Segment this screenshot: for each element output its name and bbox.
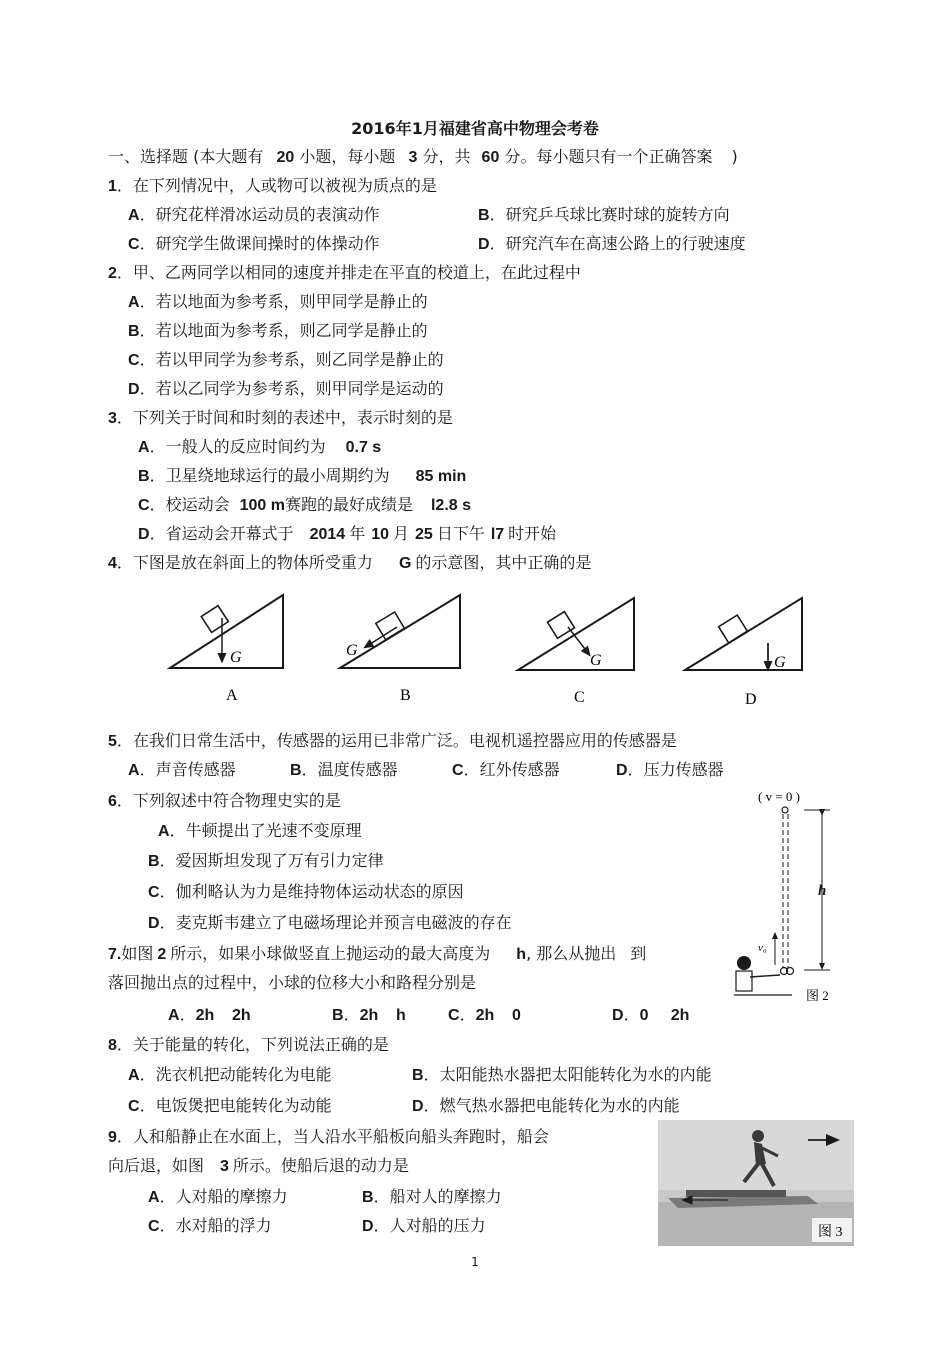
incline-a xyxy=(170,595,283,704)
figure-2-vertical-throw xyxy=(728,785,848,1010)
q5-option-a: A．声音传感器 xyxy=(128,760,236,779)
q5-option-d: D．压力传感器 xyxy=(616,760,724,779)
q6-option-c: C．伽利略认为力是维持物体运动状态的原因 xyxy=(148,882,464,901)
q7-option-a: A．2h 2h xyxy=(168,1005,251,1024)
question-9-stem: 9．人和船静止在水面上，当人沿水平船板向船头奔跑时，船会 xyxy=(108,1127,549,1146)
incline-b-g-label: G xyxy=(346,642,358,659)
q9-option-b: B．船对人的摩擦力 xyxy=(362,1187,502,1206)
q5-option-b: B．温度传感器 xyxy=(290,760,398,779)
q8-option-b: B．太阳能热水器把太阳能转化为水的内能 xyxy=(412,1065,712,1084)
q9-option-a: A．人对船的摩擦力 xyxy=(148,1187,288,1206)
q7-option-c: C．2h 0 xyxy=(448,1005,521,1024)
q6-option-b: B．爱因斯坦发现了万有引力定律 xyxy=(148,851,384,870)
fig2-top-label: ( v = 0 ) xyxy=(758,789,800,804)
q2-option-d: D．若以乙同学为参考系，则甲同学是运动的 xyxy=(128,379,444,398)
incline-c-label: C xyxy=(574,689,585,706)
incline-c-g-label: G xyxy=(590,652,602,669)
q8-option-c: C．电饭煲把电能转化为动能 xyxy=(128,1096,332,1115)
q1-option-c: C．研究学生做课间操时的体操动作 xyxy=(128,234,380,253)
fig3-caption: 图 3 xyxy=(818,1225,843,1240)
incline-a-g-label: G xyxy=(230,649,242,666)
page-title: 2016年1月福建省高中物理会考卷 xyxy=(351,119,599,138)
incline-c xyxy=(518,598,634,706)
incline-figures xyxy=(160,585,820,715)
section-header: 一、选择题 (本大题有 20 小题，每小题 3 分，共 60 分。每小题只有一个正确答案 ) xyxy=(108,147,738,166)
q1-option-d: D．研究汽车在高速公路上的行驶速度 xyxy=(478,234,746,253)
fig2-caption: 图 2 xyxy=(806,988,829,1003)
question-9-stem-line2: 向后退，如图 3 所示。使船后退的动力是 xyxy=(108,1156,409,1175)
incline-d-g-label: G xyxy=(774,654,786,671)
q2-option-a: A．若以地面为参考系，则甲同学是静止的 xyxy=(128,292,428,311)
question-5-stem: 5．在我们日常生活中，传感器的运用已非常广泛。电视机遥控器应用的传感器是 xyxy=(108,731,677,750)
question-4-stem: 4．下图是放在斜面上的物体所受重力 G 的示意图，其中正确的是 xyxy=(108,553,592,572)
q7-option-b: B．2h h xyxy=(332,1005,406,1024)
question-6-stem: 6．下列叙述中符合物理史实的是 xyxy=(108,791,341,810)
question-7-stem: 7.如图 2 所示，如果小球做竖直上抛运动的最大高度为 h, 那么从抛出 到 xyxy=(108,944,647,963)
incline-a-label: A xyxy=(226,687,238,704)
q3-option-b: B．卫星绕地球运行的最小周期约为 85 min xyxy=(138,466,467,485)
question-1-stem: 1．在下列情况中，人或物可以被视为质点的是 xyxy=(108,176,437,195)
q2-option-b: B．若以地面为参考系，则乙同学是静止的 xyxy=(128,321,428,340)
figure-3-boat-photo xyxy=(658,1120,854,1246)
question-8-stem: 8．关于能量的转化，下列说法正确的是 xyxy=(108,1035,389,1054)
q7-option-d: D．0 2h xyxy=(612,1005,690,1024)
incline-b xyxy=(340,595,460,704)
q5-option-c: C．红外传感器 xyxy=(452,760,560,779)
q3-option-c: C．校运动会 100 m赛跑的最好成绩是 l2.8 s xyxy=(138,495,472,514)
question-3-stem: 3．下列关于时间和时刻的表述中，表示时刻的是 xyxy=(108,408,453,427)
fig2-v0-label: v₀ xyxy=(758,942,767,954)
incline-d-label: D xyxy=(745,691,757,708)
fig2-h-label: h xyxy=(818,883,827,899)
q6-option-d: D．麦克斯韦建立了电磁场理论并预言电磁波的存在 xyxy=(148,913,512,932)
q6-option-a: A．牛顿提出了光速不变原理 xyxy=(158,821,362,840)
incline-b-label: B xyxy=(400,687,411,704)
q9-option-d: D．人对船的压力 xyxy=(362,1216,486,1235)
q1-option-a: A．研究花样滑冰运动员的表演动作 xyxy=(128,205,380,224)
question-2-stem: 2．甲、乙两同学以相同的速度并排走在平直的校道上，在此过程中 xyxy=(108,263,581,282)
q2-option-c: C．若以甲同学为参考系，则乙同学是静止的 xyxy=(128,350,444,369)
q3-option-d: D．省运动会开幕式于 2014 年 10 月 25 日下午 l7 时开始 xyxy=(138,524,557,543)
q1-option-b: B．研究乒乓球比赛时球的旋转方向 xyxy=(478,205,730,224)
q8-option-d: D．燃气热水器把电能转化为水的内能 xyxy=(412,1096,680,1115)
page-number: 1 xyxy=(471,1255,479,1269)
q8-option-a: A．洗衣机把动能转化为电能 xyxy=(128,1065,332,1084)
q9-option-c: C．水对船的浮力 xyxy=(148,1216,272,1235)
q3-option-a: A．一般人的反应时间约为 0.7 s xyxy=(138,437,382,456)
incline-d xyxy=(685,598,802,708)
question-7-stem-line2: 落回抛出点的过程中，小球的位移大小和路程分别是 xyxy=(108,973,477,992)
